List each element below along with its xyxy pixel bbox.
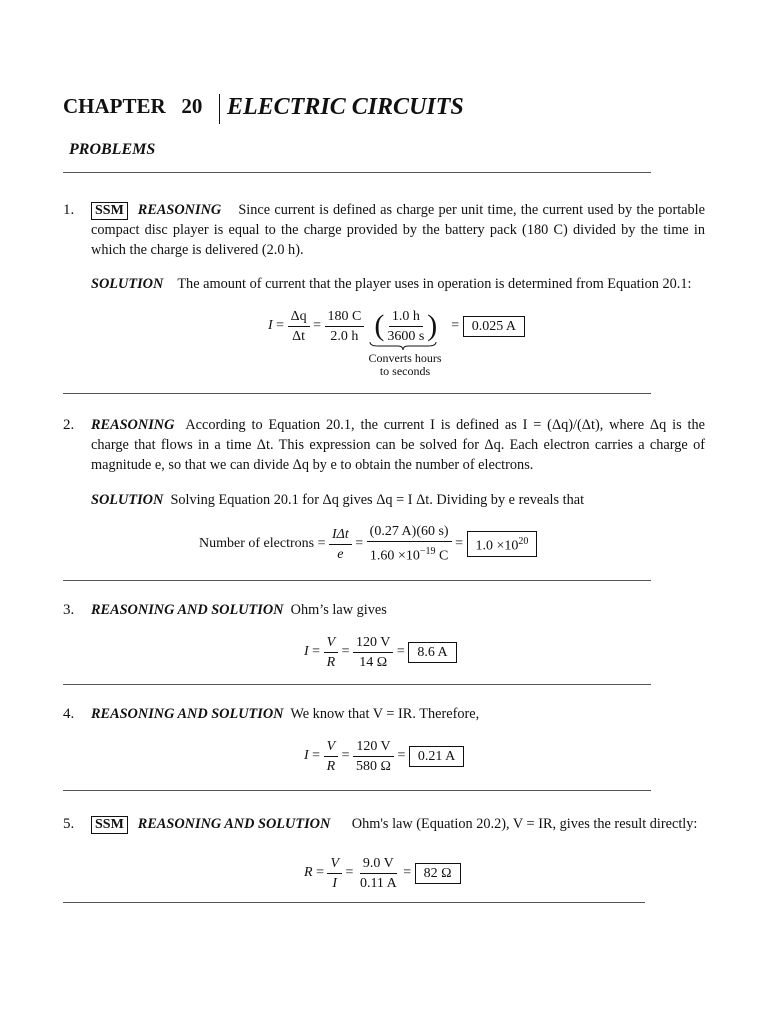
ssm-badge: SSM [91,202,128,220]
fraction: $\frac{V}{R}$ [324,738,339,775]
reasoning-solution-label: REASONING AND SOLUTION [137,816,331,832]
answer-box: 82 Ω [415,863,461,884]
fraction: $\frac{180 C}{2.0 h}$ [325,308,365,345]
solution-label: SOLUTION [91,492,164,508]
fraction: $\frac{V}{R}$ [324,634,339,671]
underbrace-icon [368,341,438,351]
problem-5-equation: R = $\frac{V}{I}$ = $\frac{9.0 V}{0.11 A}$ = 82 Ω [304,852,461,894]
equation-lhs: I [304,644,309,659]
reasoning-label: REASONING [91,417,175,433]
problem-4-text [91,704,705,724]
solution-label: SOLUTION [91,276,164,292]
problem-number: 1. [63,202,75,218]
problem-3-equation: I = $\frac{V}{R}$ = $\frac{120 V}{14 \Omega}$ = 8.6 A [304,631,457,673]
reasoning-text: Since current is defined as charge per unit time, the current used by the portable compact disc player is equal to the charge provided by the battery pack (180 C) divided by the time in which the charge is delivered (2.0 h). [91,202,705,258]
ssm-badge: SSM [91,816,128,834]
brace-annotation: Converts hours to seconds [368,351,442,378]
body-text: Ohm’s law gives [290,602,387,618]
fraction: $\frac{V}{I}$ [327,855,342,892]
problem-1-reasoning [91,200,705,260]
problem-number: 2. [63,417,75,433]
equation-lhs: I [304,748,309,763]
fraction: $\frac{9.0 V}{0.11 A}$ [359,855,397,891]
problem-1-equation: I = $\frac{\Delta q}{\Delta t}$ = $\frac{180 C}{2.0 h}$ ( $\frac{1.0 h}{3600 s}$ ) = 0.025 A [268,306,525,346]
problem-1-solution [91,274,705,294]
equation-lhs: R [304,865,313,880]
problem-number: 5. [63,816,75,832]
reasoning-label: REASONING [137,202,222,218]
answer-box: 0.21 A [409,746,464,767]
divider-rule [63,902,645,903]
equation-lhs: I [268,318,273,333]
equation-lhs: Number of electrons = [199,536,326,551]
header-divider [219,94,220,124]
reasoning-solution-label: REASONING AND SOLUTION [91,706,284,722]
divider-rule [63,684,651,685]
chapter-number: CHAPTER 20 [63,94,203,118]
problem-number: 3. [63,602,75,618]
divider-rule [63,172,651,173]
problem-3-text [91,600,705,620]
problem-number: 4. [63,706,75,722]
problem-5-text [91,814,705,834]
problem-4-equation: I = $\frac{V}{R}$ = $\frac{120 V}{580 \Omega}$ = 0.21 A [304,735,464,777]
fraction: $\frac{\text{IΔt}}{e}$ [329,526,352,563]
fraction: $\frac{(0.27 A)(60 s)}{1.60 \times 10^{-19} C}$ [367,523,452,565]
fraction: $\frac{120 V}{14 \Omega}$ [353,634,393,671]
fraction: $\frac{120 V}{580 \Omega}$ [353,738,394,775]
answer-box: 0.025 A [463,316,525,337]
solution-text: The amount of current that the player uses in operation is determined from Equation 20.1: [177,276,692,292]
body-text: We know that V = IR. Therefore, [290,706,480,722]
reasoning-text: According to Equation 20.1, the current I is defined as I = (Δq)/(Δt), where Δq is the charge that flows in a time Δt. This expression can be solved for Δq. Each electron carries a charge of magnitude e, so that we can divide Δq by e to obtain the number of electrons. [91,417,705,473]
answer-box: 8.6 A [408,642,456,663]
answer-box: $1.0 \times 10^{20}$ [467,531,538,557]
fraction: $\frac{\Delta q}{\Delta t}$ [288,308,310,345]
solution-text: Solving Equation 20.1 for Δq gives Δq = I Δt. Dividing by e reveals that [170,492,585,508]
problem-2-solution [91,490,705,510]
section-heading: PROBLEMS [69,141,156,158]
body-text: Ohm's law (Equation 20.2), V = IR, gives the result directly: [351,816,698,832]
problem-2-equation: Number of electrons = $\frac{\text{IΔt}}{e}$ = $\frac{(0.27 A)(60 s)}{1.60 \times 10^{-19} C}$ = $1.0 \times 10^{20}$ [199,523,537,565]
fraction: $\frac{1.0 h}{3600 s}$ [387,308,425,344]
chapter-title: ELECTRIC CIRCUITS [227,94,464,120]
divider-rule [63,393,651,394]
divider-rule [63,580,651,581]
reasoning-solution-label: REASONING AND SOLUTION [91,602,284,618]
divider-rule [63,790,651,791]
problem-2-reasoning [91,415,705,475]
